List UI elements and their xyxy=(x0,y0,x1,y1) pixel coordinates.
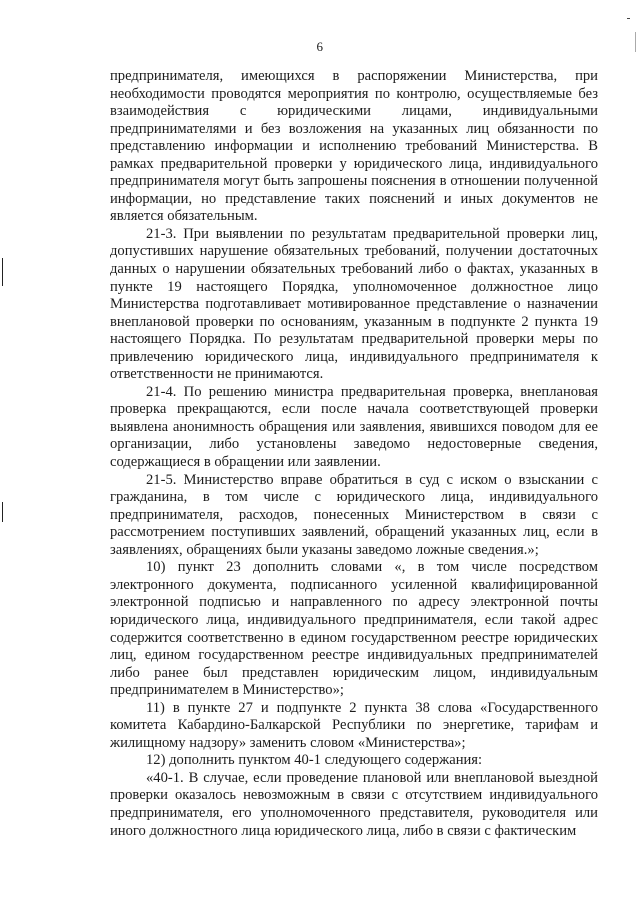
document-body xyxy=(110,68,598,840)
paragraph-item-10: 10) пункт 23 дополнить словами «, в том числе посредством электронного документа, подписанного усиленной квалифицированной электронной подписью и направленного по адресу электронной почты юридического лица, индивидуального предпринимателя, если такой адрес содержится соответственно в едином государственном реестре юридических лиц, едином государственном реестре индивидуальных предпринимателей либо ранее был представлен юридическим лицом, индивидуальным предпринимателем в Министерство»; xyxy=(110,559,598,699)
paragraph-item-11: 11) в пункте 27 и подпункте 2 пункта 38 слова «Государственного комитета Кабардино-Балкарской Республики по энергетике, тарифам и жилищному надзору» заменить словом «Министерства»; xyxy=(110,699,598,751)
paragraph-21-3: 21-3. При выявлении по результатам предварительной проверки лиц, допустивших нарушение обязательных требований, получении достаточных данных о нарушении обязательных требований либо о фактах, указанных в пункте 19 настоящего Порядка, уполномоченное должностное лицо Министерства подготавливает мотивированное представление о назначении внеплановой проверки по основаниям, указанным в подпункте 2 пункта 19 настоящего Порядка. По результатам предварительной проверки меры по привлечению юридического лица, индивидуального предпринимателя к ответственности не принимаются. xyxy=(110,225,598,383)
scan-artifact-top xyxy=(627,18,630,19)
paragraph-21-4: 21-4. По решению министра предварительная проверка, внеплановая проверка прекращаются, если после начала соответствующей проверки выявлена анонимность обращения или заявления, явившихся поводом для ее организации, либо установлены заведомо недостоверные сведения, содержащиеся в обращении или заявлении. xyxy=(110,383,598,471)
paragraph-40-1: «40-1. В случае, если проведение плановой или внеплановой выездной проверки оказалось невозможным в связи с отсутствием индивидуального предпринимателя, его уполномоченного представителя, руководителя или иного должностного лица юридического лица, либо в связи с фактическим xyxy=(110,769,598,839)
margin-mark xyxy=(2,502,3,522)
margin-mark xyxy=(2,258,3,286)
paragraph-item-12: 12) дополнить пунктом 40-1 следующего содержания: xyxy=(146,752,483,769)
page-number: 6 xyxy=(316,39,324,54)
paragraph-21-5: 21-5. Министерство вправе обратиться в суд с иском о взыскании с гражданина, в том числе с юридического лица, индивидуального предпринимателя, расходов, понесенных Министерством в связи с рассмотрением поступивших заявлений, обращений указанных лиц, если в заявлениях, обращениях были указаны заведомо ложные сведения.»; xyxy=(110,471,598,558)
paragraph-continuation: предпринимателя, имеющихся в распоряжении Министерства, при необходимости проводятся мероприятия по контролю, осуществляемые без взаимодействия с юридическими лицами, индивидуальными предпринимателями и без возложения на указанных лиц обязанности по представлению информации и исполнению требований Министерства. В рамках предварительной проверки у юридического лица, индивидуального предпринимателя могут быть запрошены пояснения в отношении полученной информации, но представление таких пояснений и иных документов не является обязательным. xyxy=(110,68,598,225)
